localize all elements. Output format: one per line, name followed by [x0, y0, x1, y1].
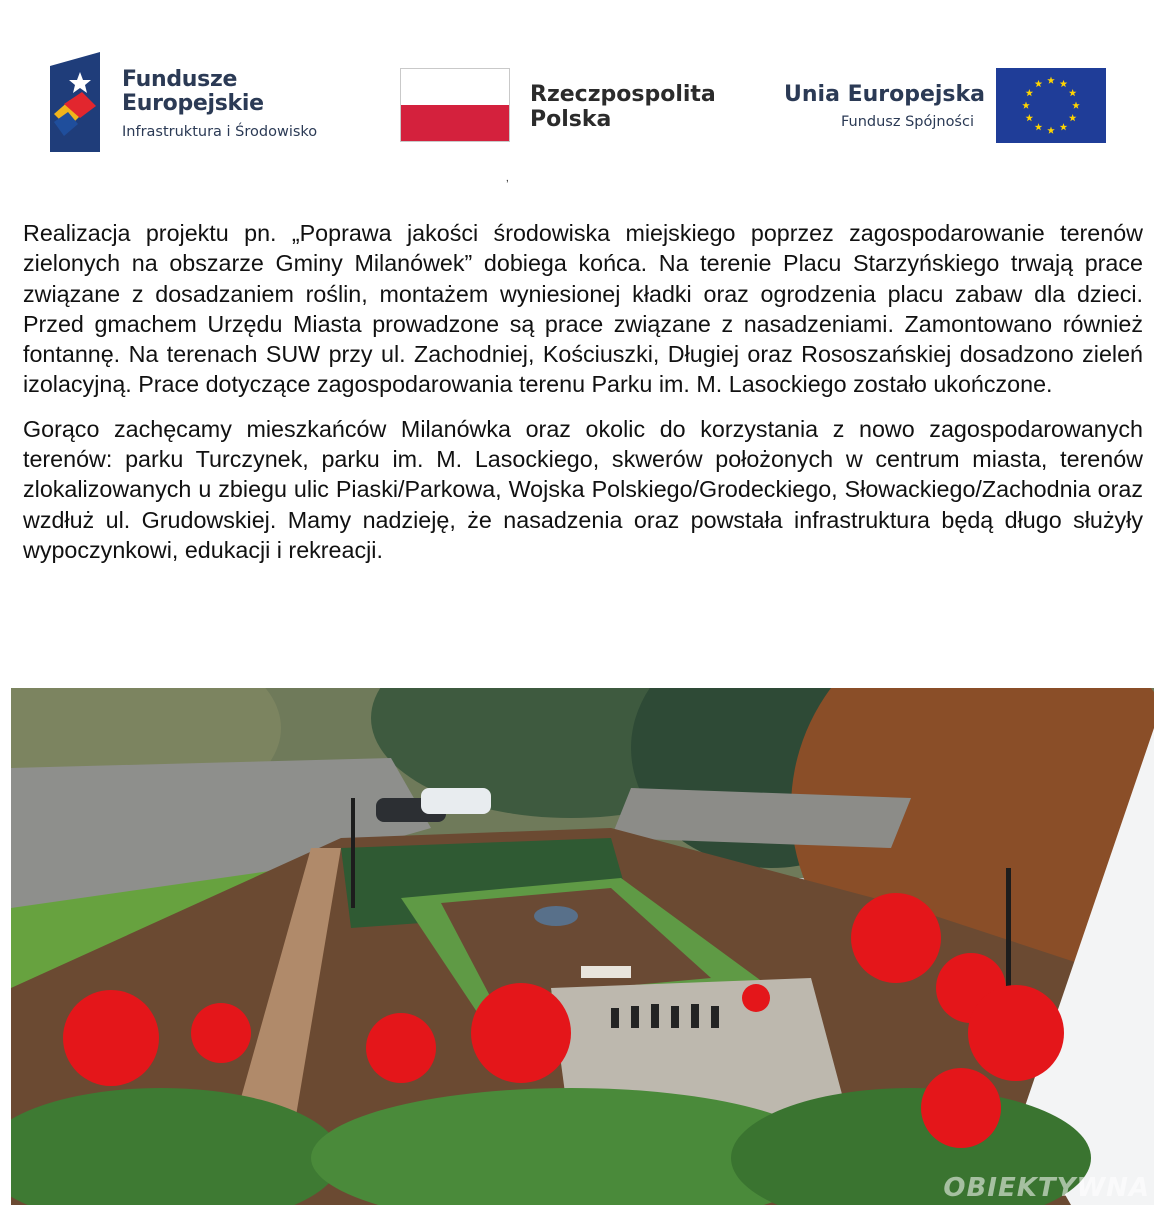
- fundusze-europejskie-wordmark: [122, 68, 317, 142]
- rzeczpospolita-line2: Polska: [530, 107, 612, 132]
- rzeczpospolita-line1: Rzeczpospolita: [530, 82, 716, 107]
- polish-flag-logo: [400, 68, 510, 142]
- photo-watermark: OBIEKTYWNA: [943, 1173, 1150, 1203]
- unia-europejska-wordmark: [784, 82, 986, 132]
- garden-photo-illustration: [11, 688, 1154, 1205]
- eu-flag-logo: [996, 68, 1106, 143]
- fundusze-europejskie-logo-mark: [50, 52, 100, 152]
- article-paragraph-2: Gorąco zachęcamy mieszkańców Milanówka oraz okolic do korzystania z nowo zagospodarowanych terenów: parku Turczynek, parku im. M. Lasockiego, skwerów położonych w centrum miasta, terenów zlokalizowanych u zbiegu ulic Piaski/Parkowa, Wojska Polskiego/Grodeckiego, Słowackiego/Zachodnia oraz wzdłuż ul. Grudowskiej. Mamy nadzieję, że nasadzenia oraz powstała infrastruktura będą długo służyły wypoczynkowi, edukacji i rekreacji.: [23, 415, 1143, 563]
- fundusze-line1: Fundusze: [122, 67, 238, 92]
- fundusze-line2: Europejskie: [122, 91, 264, 116]
- logo-bar: [0, 0, 1166, 190]
- unia-line1: Unia Europejska: [784, 82, 986, 107]
- garden-photo: [11, 688, 1154, 1205]
- fundusze-program: Infrastruktura i Środowisko: [122, 124, 318, 140]
- article-body: [23, 218, 1143, 579]
- separator-mark: ‚: [506, 170, 509, 184]
- unia-line2: Fundusz Spójności: [840, 114, 974, 130]
- article-paragraph-1: Realizacja projektu pn. „Poprawa jakości środowiska miejskiego poprzez zagospodarowanie terenów zielonych na obszarze Gminy Milanówek” dobiega końca. Na terenie Placu Starzyńskiego trwają prace związane z dosadzaniem roślin, montażem wyniesionej kładki oraz ogrodzenia placu zabaw dla dzieci. Przed gmachem Urzędu Miasta prowadzone są prace związane z nasadzeniami. Zamontowano również fontannę. Na terenach SUW przy ul. Zachodniej, Kościuszki, Długiej oraz Rososzańskiej dosadzono zieleń izolacyjną. Prace dotyczące zagospodarowania terenu Parku im. M. Lasockiego zostało ukończone.: [23, 220, 1143, 398]
- rzeczpospolita-wordmark: [530, 82, 716, 132]
